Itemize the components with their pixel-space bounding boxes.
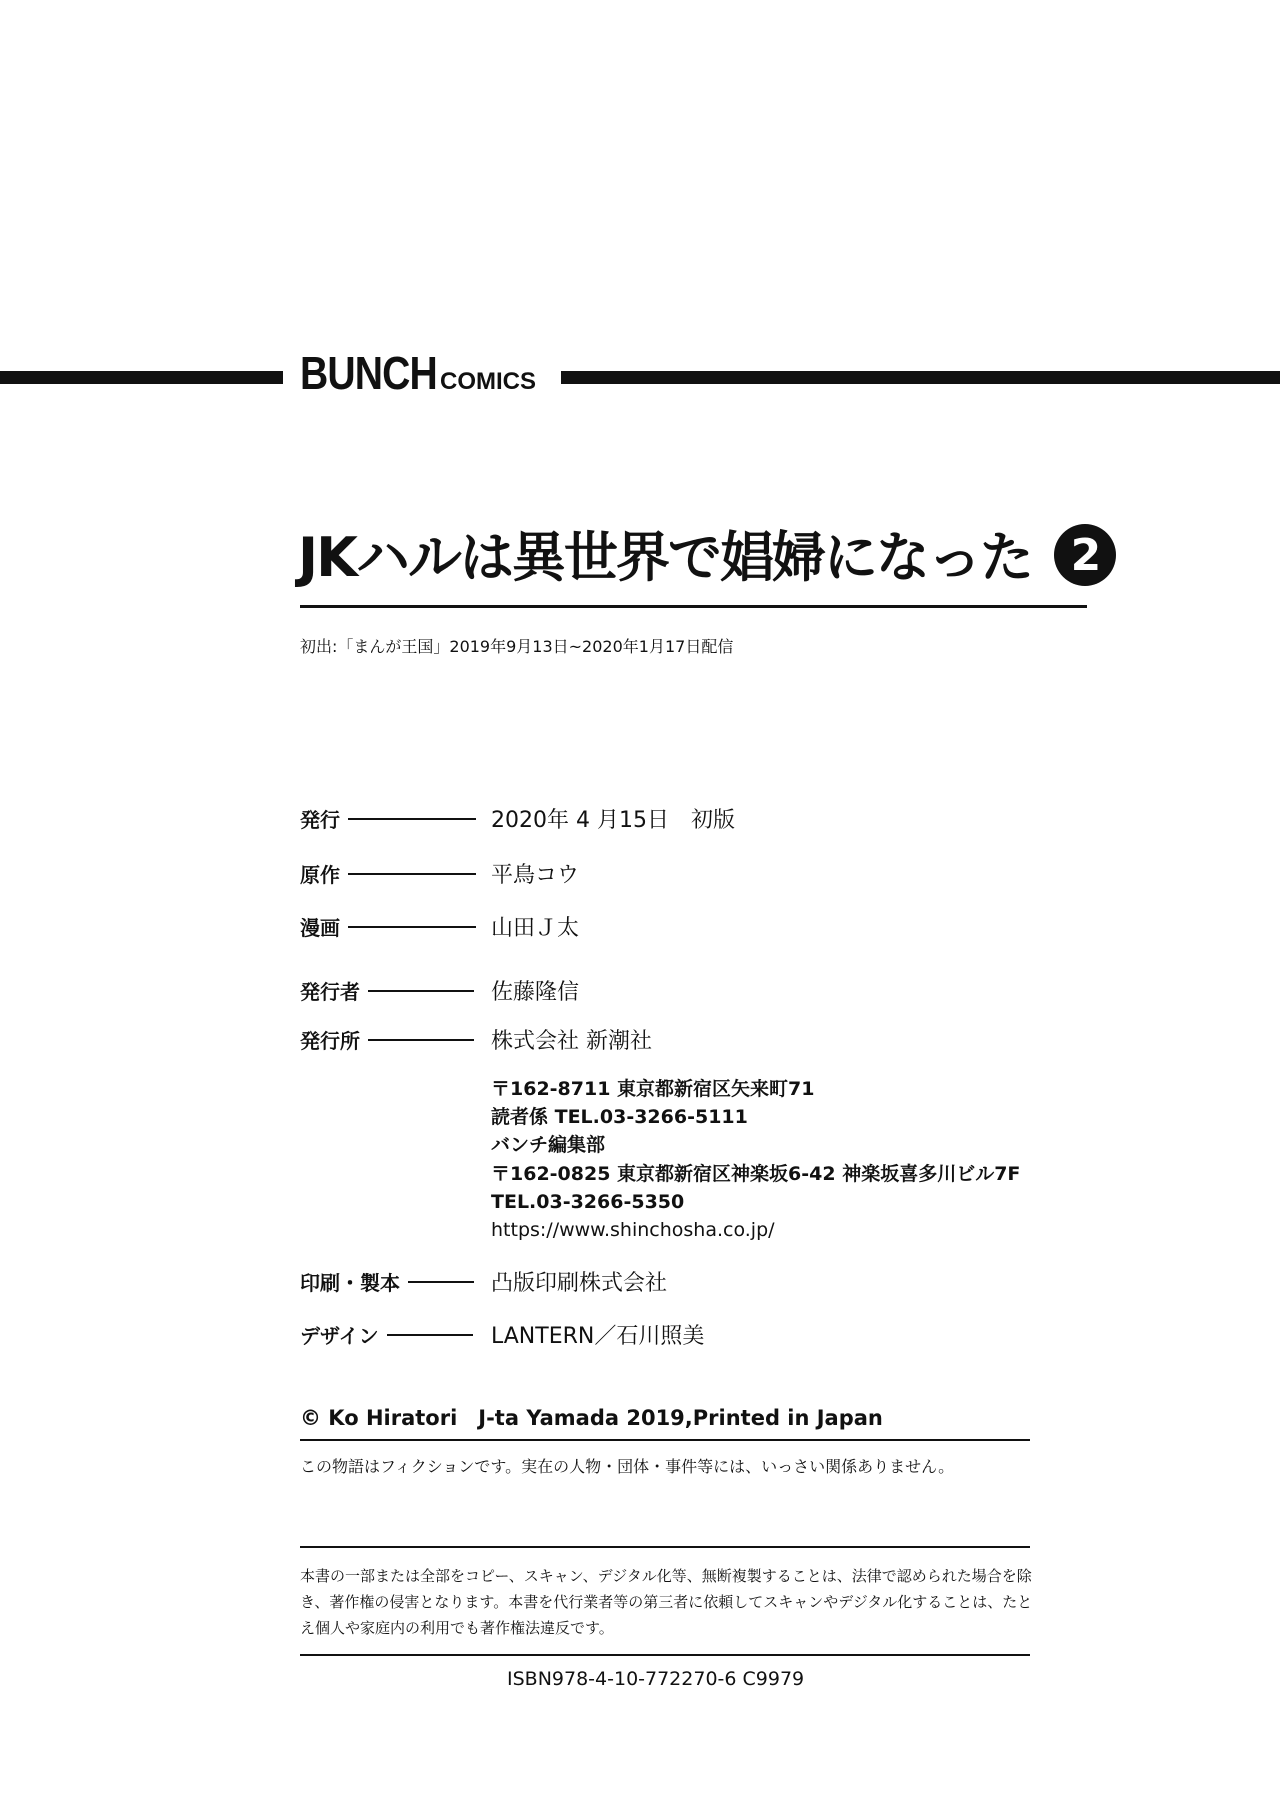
credit-row: 発行者 佐藤隆信: [300, 980, 580, 1005]
credit-row: 印刷・製本 凸版印刷株式会社: [300, 1271, 668, 1296]
divider: [300, 1654, 1030, 1656]
fiction-notice: この物語はフィクションです。実在の人物・団体・事件等には、いっさい関係ありません。: [300, 1457, 955, 1476]
credit-row: デザイン LANTERN／石川照美: [300, 1324, 705, 1349]
credit-row: 発行 2020年 4 月15日 初版: [300, 808, 735, 833]
credit-row: 発行所 株式会社 新潮社: [300, 1029, 652, 1054]
divider: [300, 1439, 1030, 1441]
website-link[interactable]: https://www.shinchosha.co.jp/: [491, 1219, 775, 1242]
title-rule: [300, 605, 1087, 608]
credit-row: 原作 平鳥コウ: [300, 863, 580, 888]
publisher-logo: BUNCH COMICS: [300, 347, 536, 399]
credit-row: 漫画 山田Ｊ太: [300, 916, 580, 941]
header-bar-left: [0, 371, 283, 384]
divider: [300, 1546, 1030, 1548]
first-published: 初出:「まんが王国」2019年9月13日~2020年1月17日配信: [300, 637, 734, 656]
header-bar-right: [561, 371, 1280, 384]
isbn: ISBN978-4-10-772270-6 C9979: [507, 1668, 805, 1690]
publisher-address: 〒162-8711 東京都新宿区矢来町71 読者係 TEL.03-3266-5111 バンチ編集部 〒162-0825 東京都新宿区神楽坂6-42 神楽坂喜多川ビル7F TEL.03-3266-5350 https://www.shinchosha.co.jp/: [491, 1075, 1020, 1244]
copy-notice: 本書の一部または全部をコピー、スキャン、デジタル化等、無断複製することは、法律で認められた場合を除き、著作権の侵害となります。本書を代行業者等の第三者に依頼してスキャンやデジタル化することは、たとえ個人や家庭内の利用でも著作権法違反です。: [300, 1567, 1033, 1637]
book-title: JKハルは異世界で娼婦になった 2: [298, 515, 1116, 592]
volume-badge: 2: [1054, 524, 1116, 586]
copyright: © Ko Hiratori J-ta Yamada 2019,Printed in Japan: [300, 1406, 883, 1430]
